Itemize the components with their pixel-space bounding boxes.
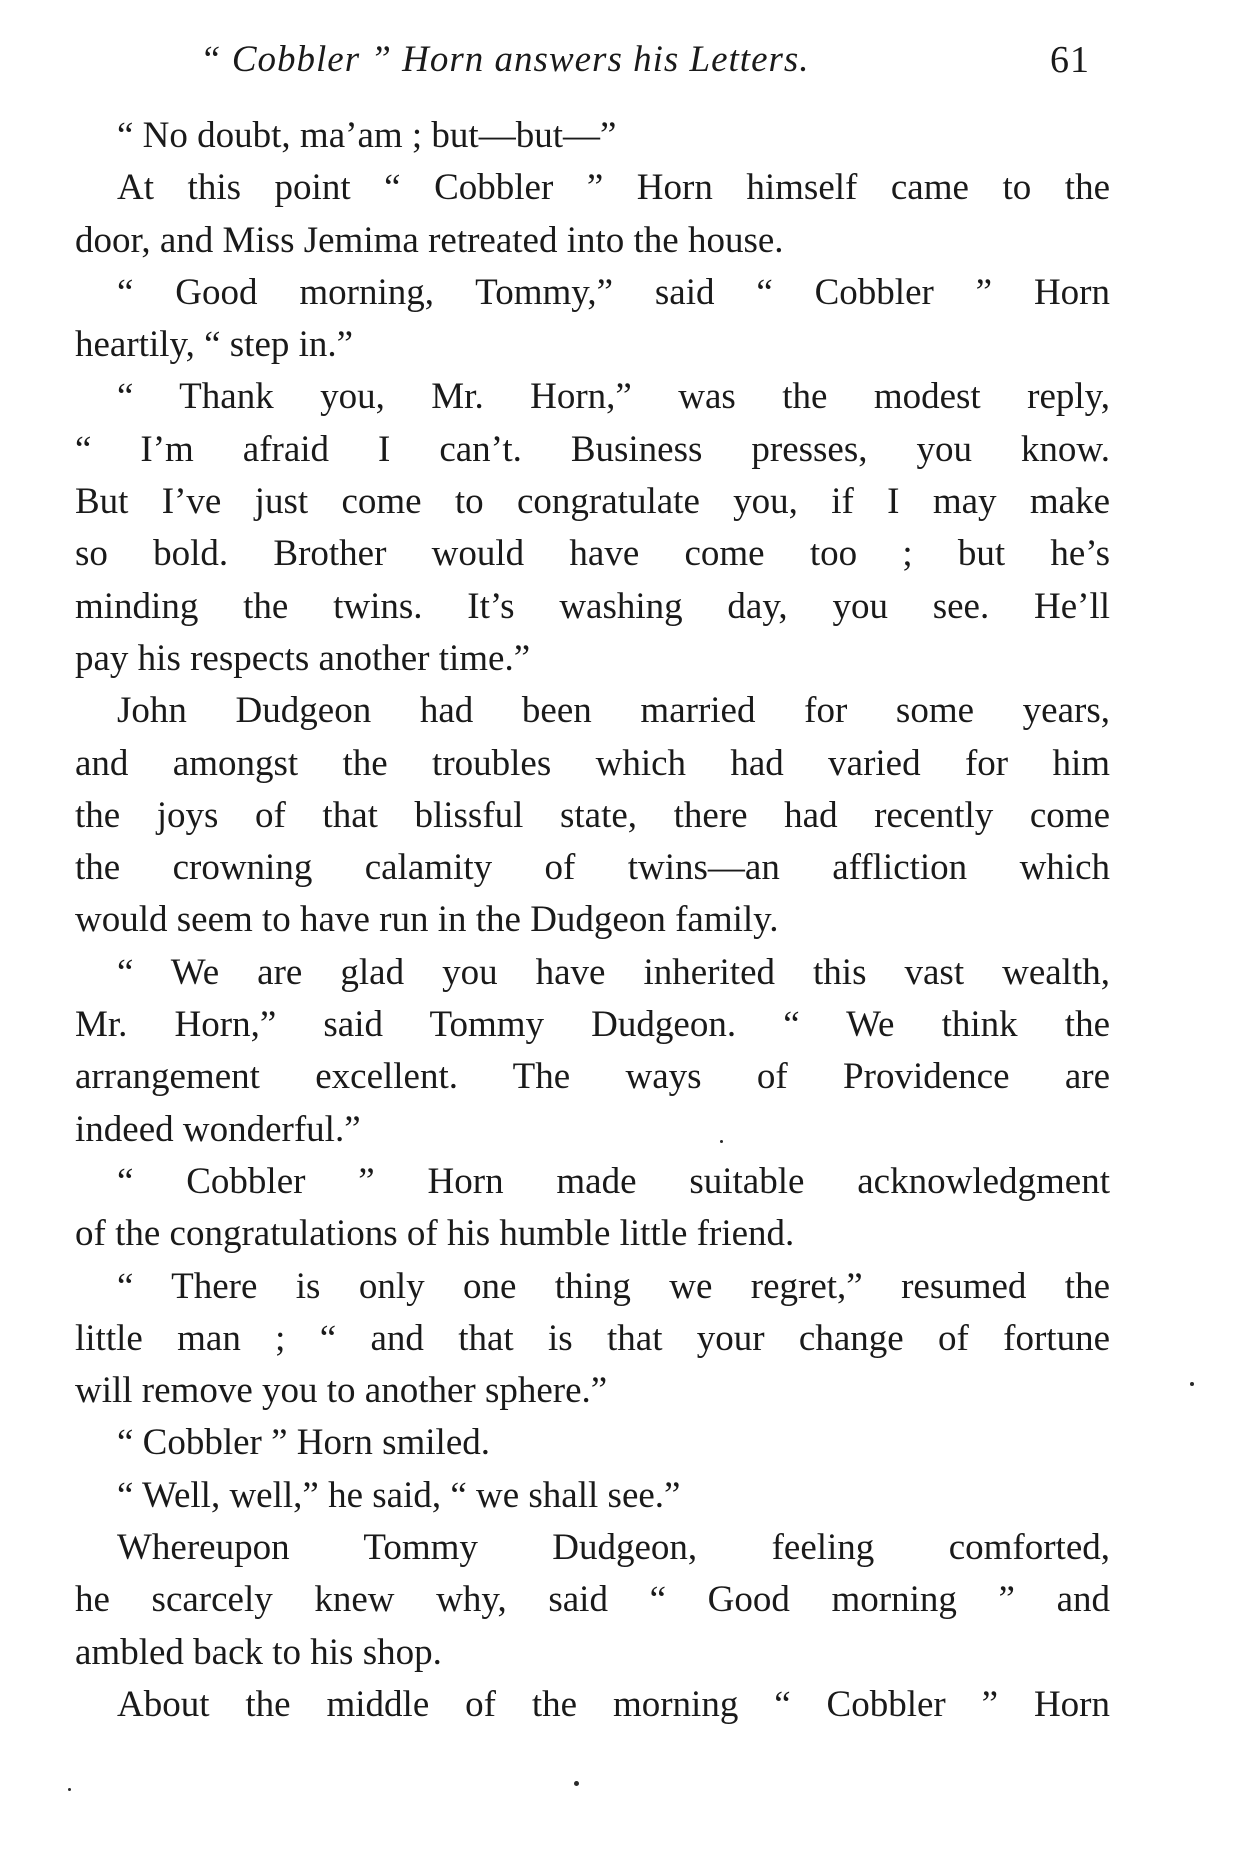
text-line: About the middle of the morning “ Cobbler ” Horn — [117, 1683, 1110, 1725]
text-line: pay his respects another time.” — [75, 637, 531, 679]
text-line: “ Cobbler ” Horn made suitable acknowledgment — [117, 1160, 1110, 1202]
running-head — [200, 38, 1100, 88]
print-speck — [720, 1140, 723, 1143]
text-line: “ I’m afraid I can’t. Business presses, you know. — [75, 428, 1110, 470]
text-line: the crowning calamity of twins—an affliction which — [75, 847, 1110, 889]
text-line: minding the twins. It’s washing day, you see. He’ll — [75, 585, 1110, 627]
text-line: At this point “ Cobbler ” Horn himself came to the — [117, 167, 1110, 209]
text-line: the joys of that blissful state, there had recently come — [75, 794, 1110, 836]
text-line: Whereupon Tommy Dudgeon, feeling comforted, — [117, 1527, 1110, 1569]
text-line: “ Good morning, Tommy,” said “ Cobbler ” Horn — [117, 271, 1110, 313]
text-line: “ Thank you, Mr. Horn,” was the modest reply, — [117, 376, 1110, 418]
text-line: John Dudgeon had been married for some years, — [117, 690, 1110, 732]
text-line: would seem to have run in the Dudgeon family. — [75, 899, 779, 941]
text-line: “ Cobbler ” Horn smiled. — [117, 1422, 490, 1464]
text-line: door, and Miss Jemima retreated into the house. — [75, 219, 784, 261]
text-line: ambled back to his shop. — [75, 1631, 442, 1673]
text-line: heartily, “ step in.” — [75, 324, 354, 366]
text-line: “ We are glad you have inherited this vast wealth, — [117, 951, 1110, 993]
text-line: indeed wonderful.” — [75, 1108, 361, 1150]
text-line: Mr. Horn,” said Tommy Dudgeon. “ We think the — [75, 1004, 1110, 1046]
text-line: But I’ve just come to congratulate you, if I may make — [75, 481, 1110, 523]
text-line: of the congratulations of his humble little friend. — [75, 1213, 795, 1255]
running-title: “ Cobbler ” Horn answers his Letters. — [200, 39, 810, 80]
text-line: “ Well, well,” he said, “ we shall see.” — [117, 1474, 681, 1516]
text-line: and amongst the troubles which had varied for him — [75, 742, 1110, 784]
text-line: “ No doubt, ma’am ; but—but—” — [117, 115, 617, 156]
print-speck — [68, 1788, 71, 1791]
text-line: arrangement excellent. The ways of Providence are — [75, 1056, 1110, 1098]
text-line: so bold. Brother would have come too ; but he’s — [75, 533, 1110, 575]
print-speck — [1190, 1382, 1194, 1386]
body-text — [75, 110, 1110, 1731]
text-line: “ There is only one thing we regret,” resumed the — [117, 1265, 1110, 1307]
page-number: 61 — [1050, 39, 1090, 81]
text-line: he scarcely knew why, said “ Good morning ” and — [75, 1579, 1110, 1621]
text-line: little man ; “ and that is that your change of fortune — [75, 1317, 1110, 1359]
text-line: will remove you to another sphere.” — [75, 1370, 608, 1412]
print-speck — [574, 1781, 579, 1786]
